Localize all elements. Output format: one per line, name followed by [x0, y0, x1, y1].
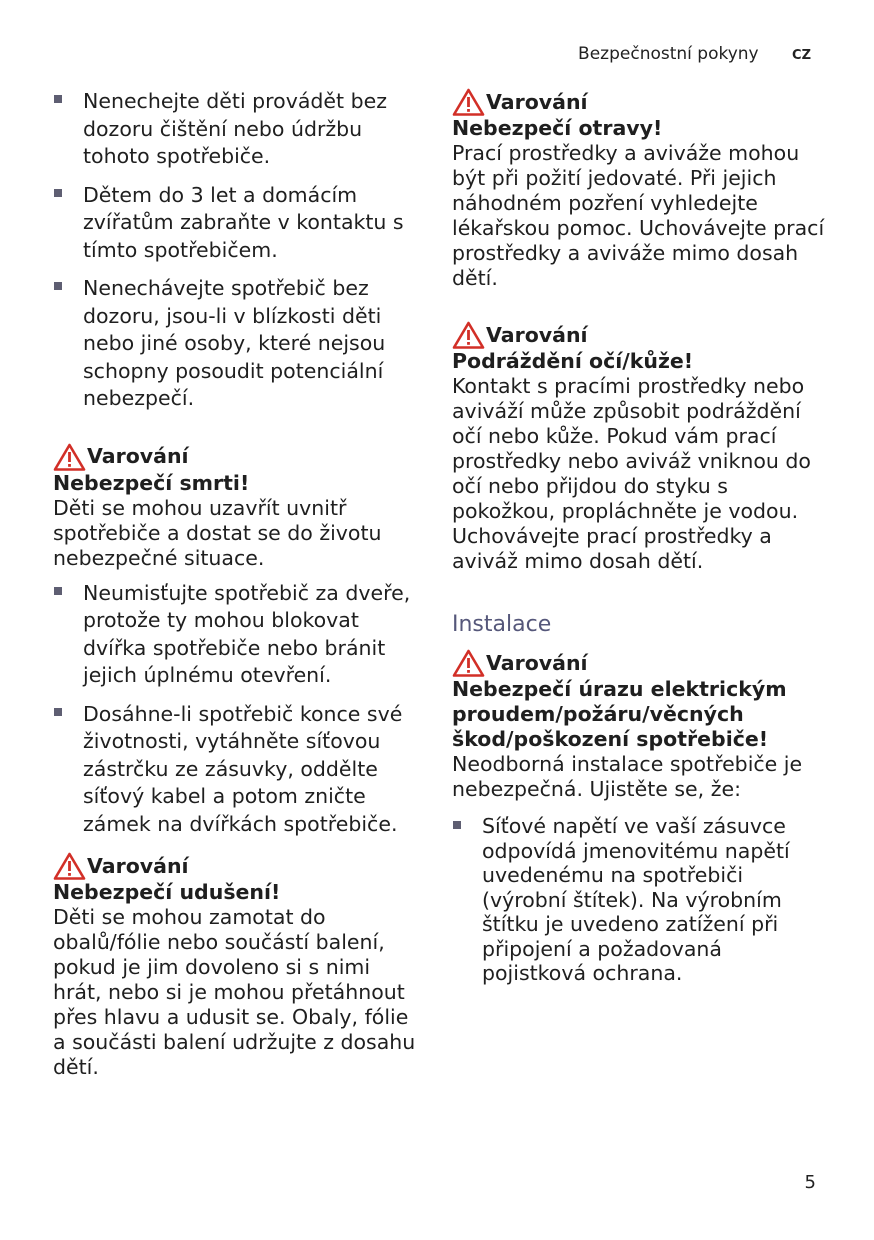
warning-body: Kontakt s pracími prostředky nebo aviváží může způsobit podráždění očí nebo kůže. Pokud vám prací prostředky nebo aviváž vniknou do očí nebo přijdou do styku s pokožkou, propláchněte je vodou. Uchovávejte prací prostředky a aviváž mimo dosah dětí. [452, 374, 811, 573]
list-item: Neumisťujte spotřebič za dveře, protože ty mohou blokovat dvířka spotřebiče nebo bránit jejich úplnému otevření. [53, 580, 418, 690]
warning-body: Neodborná instalace spotřebiče je nebezpečná. Ujistěte se, že: [452, 752, 803, 801]
warning-label-text: Varování [87, 444, 189, 468]
warning-title: Nebezpečí otravy! [452, 116, 663, 140]
warning-body: Prací prostředky a aviváže mohou být při požití jedovaté. Při jejich náhodném pozření vyhledejte lékařskou pomoc. Uchovávejte prací prostředky a aviváže mimo dosah dětí. [452, 141, 825, 290]
warning-title: Podráždění očí/kůže! [452, 349, 694, 373]
header-title: Bezpečnostní pokyny [578, 44, 759, 64]
warning-label [53, 443, 418, 471]
warning-label-text: Varování [87, 853, 189, 878]
warning-body: Děti se mohou zamotat do obalů/fólie nebo součástí balení, pokud je jim dovoleno si s nimi hrát, nebo si je mohou přetáhnout přes hlavu a udusit se. Obaly, fólie a součásti balení udržujte z dosahu dětí. [53, 905, 416, 1079]
warning-block-electric [452, 649, 827, 802]
list-item: Nenechávejte spotřebič bez dozoru, jsou-li v blízkosti děti nebo jiné osoby, které nejsou schopny posoudit potenciální nebezpečí. [53, 275, 418, 413]
warning-title: Nebezpečí smrti! [53, 470, 250, 495]
language-code: CZ [792, 48, 811, 63]
warning-label-text: Varování [486, 89, 588, 114]
warning-bullet-list [53, 580, 418, 839]
warning-block-suffocation-trap [53, 443, 418, 571]
right-column [452, 88, 827, 997]
list-item: Dosáhne-li spotřebič konce své životnosti, vytáhněte síťovou zástrčku ze zásuvky, oddělte síťový kabel a potom zničte zámek na dvířkách spotřebiče. [53, 701, 418, 839]
warning-title: Nebezpečí úrazu elektrickým proudem/požáru/věcných škod/poškození spotřebiče! [452, 677, 787, 751]
warning-block-suffocation [53, 852, 418, 1080]
warning-triangle-icon [53, 443, 86, 471]
section-heading-installation: Instalace [452, 612, 552, 637]
left-column [53, 88, 418, 1080]
warning-triangle-icon [452, 321, 485, 349]
warning-block-poisoning [452, 88, 827, 291]
warning-label [53, 852, 418, 880]
warning-triangle-icon [452, 88, 485, 116]
list-item: Síťové napětí ve vaší zásuvce odpovídá jmenovitému napětí uvedenému na spotřebiči (výrobní štítek). Na výrobním štítku je uvedeno zatížení při připojení a požadovaná pojistková ochrana. [452, 814, 827, 986]
warning-triangle-icon [452, 649, 485, 677]
warning-triangle-icon [53, 852, 86, 880]
page-number: 5 [804, 1172, 816, 1193]
warning-title: Nebezpečí udušení! [53, 880, 281, 904]
warning-label [452, 88, 827, 116]
warning-block-irritation [452, 321, 827, 574]
list-item: Nenechejte děti provádět bez dozoru čištění nebo údržbu tohoto spotřebiče. [53, 88, 418, 171]
safety-bullet-list [53, 88, 418, 413]
warning-label-text: Varování [486, 650, 588, 675]
installation-bullet-list [452, 814, 827, 986]
page-header [578, 44, 811, 64]
warning-label-text: Varování [486, 322, 588, 347]
warning-body: Děti se mohou uzavřít uvnitř spotřebiče a dostat se do životu nebezpečné situace. [53, 495, 382, 570]
warning-label [452, 321, 827, 349]
warning-label [452, 649, 827, 677]
list-item: Dětem do 3 let a domácím zvířatům zabraňte v kontaktu s tímto spotřebičem. [53, 182, 418, 265]
